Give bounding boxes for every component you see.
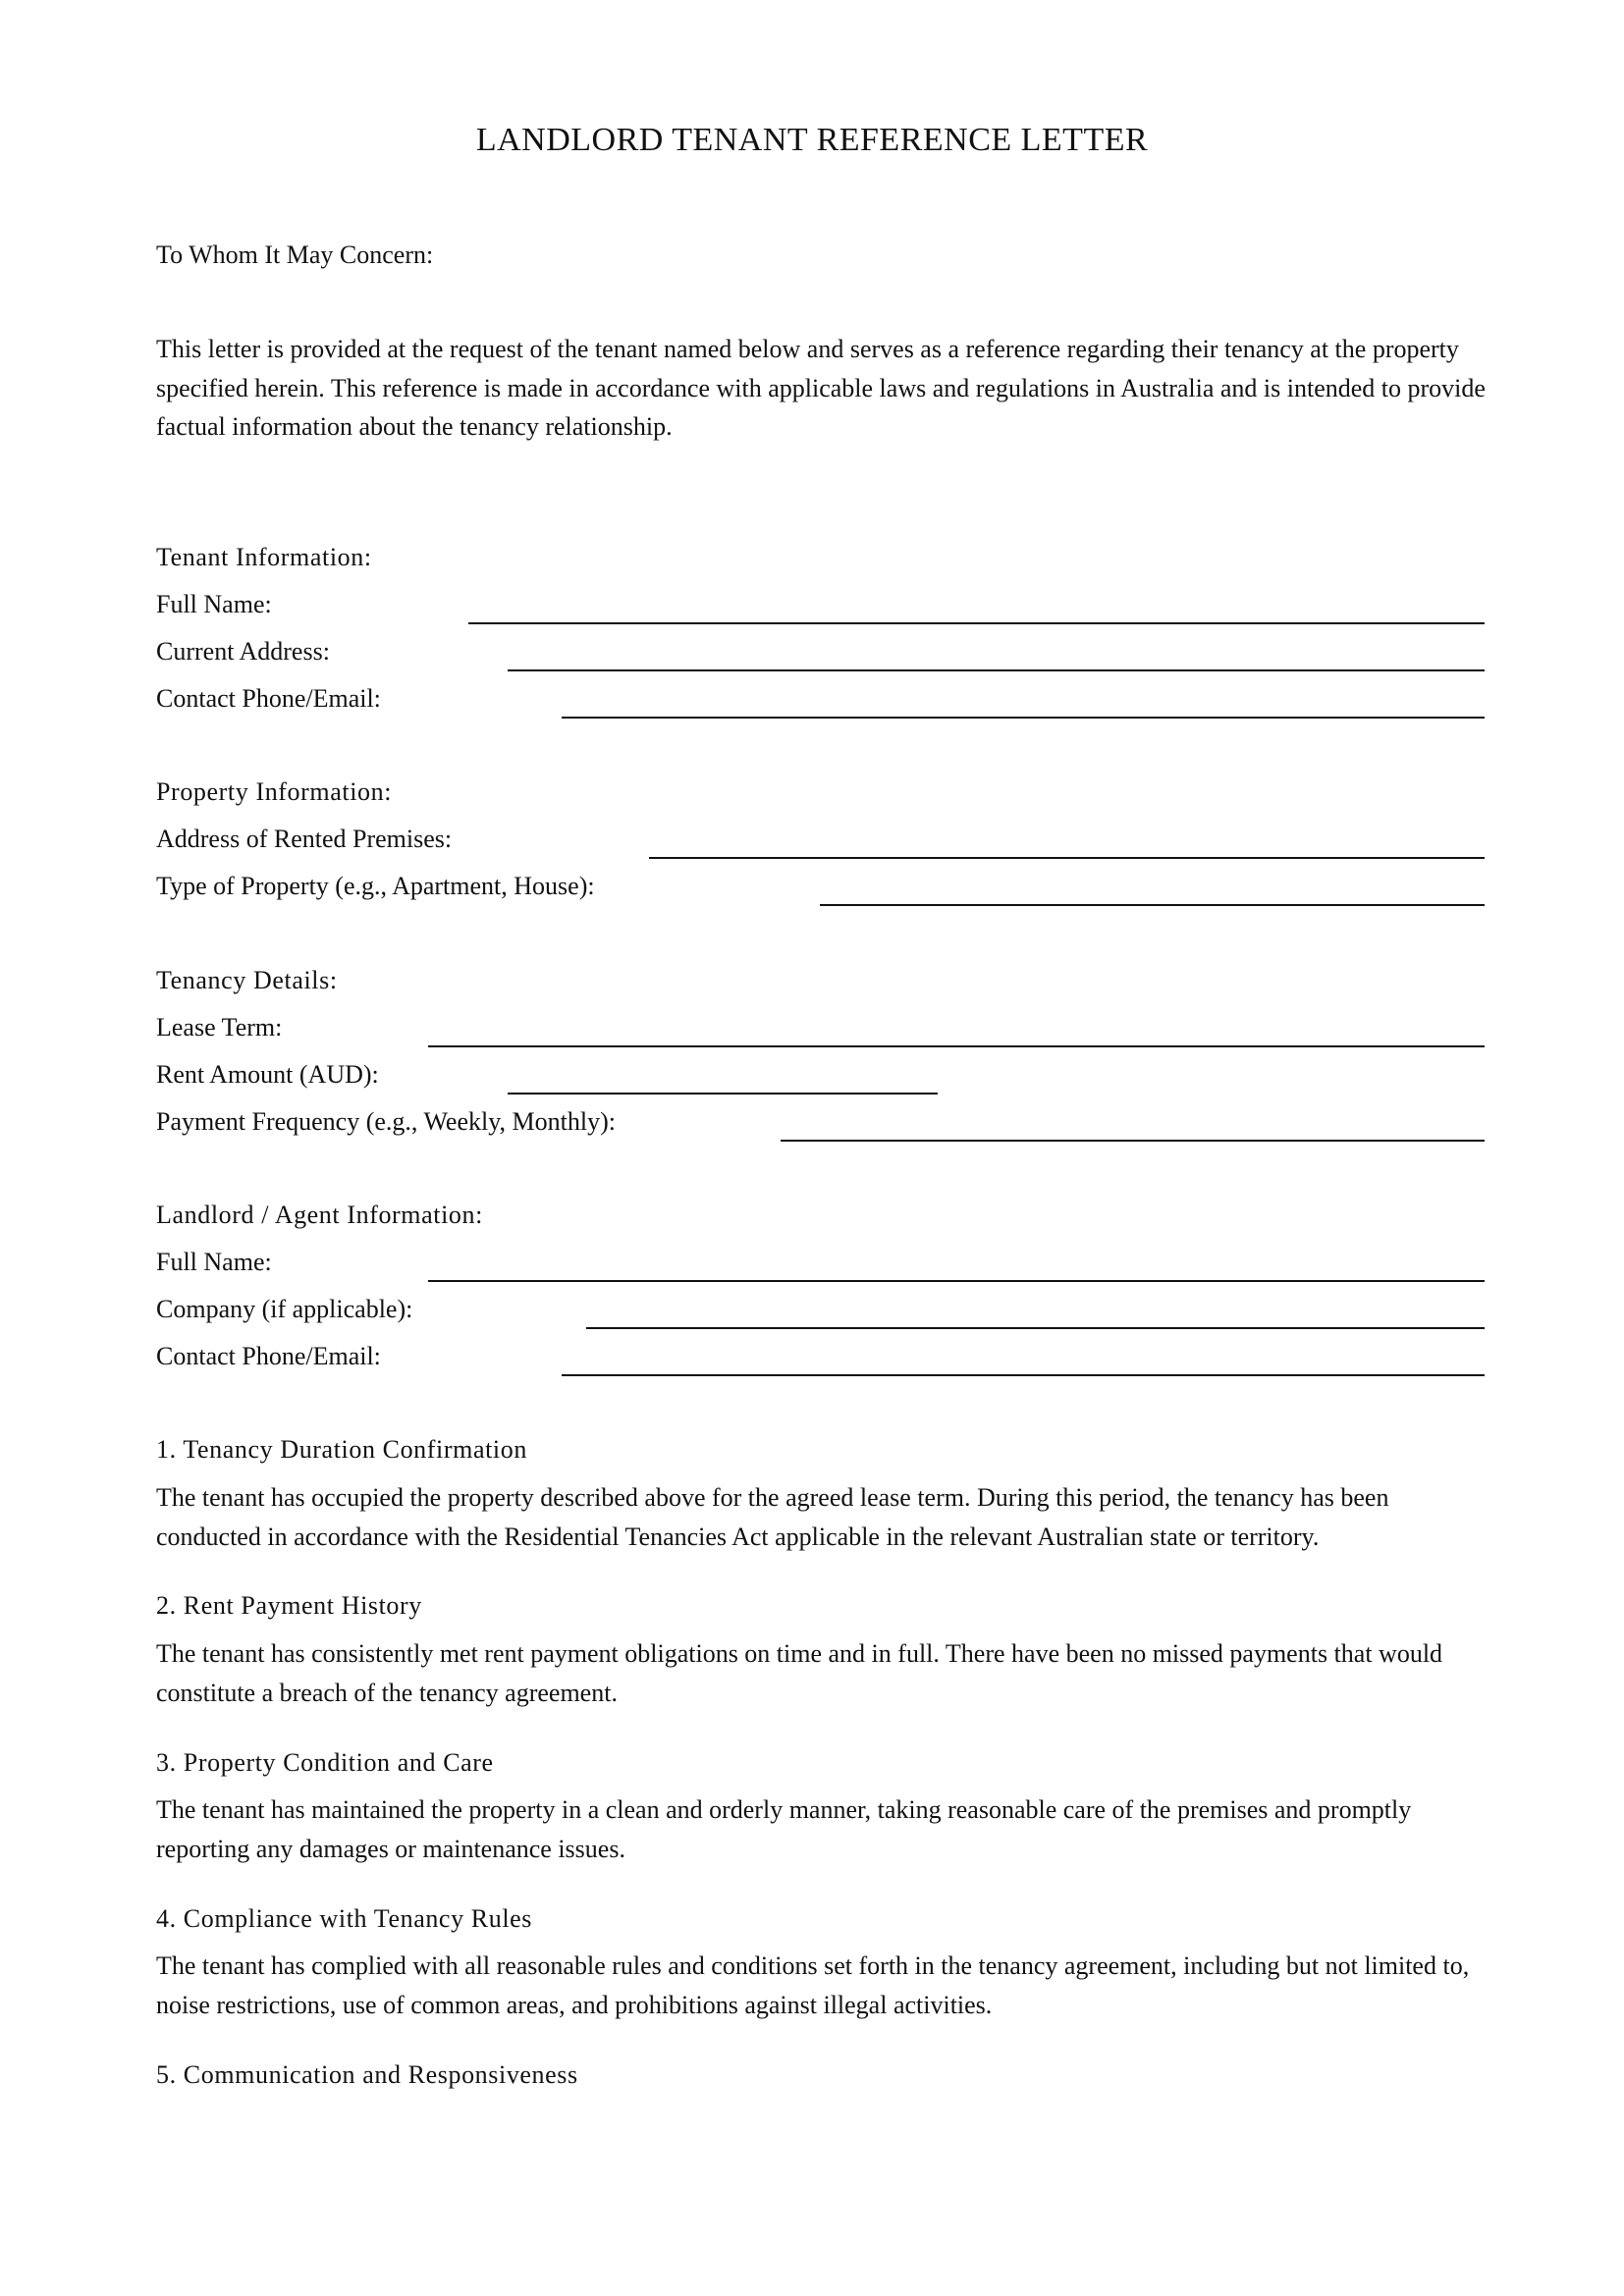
property-address-label: Address of Rented Premises: bbox=[156, 825, 453, 853]
tenant-current-address-field[interactable] bbox=[508, 669, 1485, 671]
tenant-information-heading: Tenant Information: bbox=[156, 543, 372, 571]
tenant-contact-field[interactable] bbox=[562, 717, 1485, 719]
landlord-information-heading: Landlord / Agent Information: bbox=[156, 1201, 483, 1229]
landlord-contact-field[interactable] bbox=[562, 1374, 1485, 1376]
section-3-text: The tenant has maintained the property in a clean and orderly manner, taking reasonable care of the premises and promptly reporting any damages or maintenance issues. bbox=[156, 1795, 1412, 1863]
property-information-heading: Property Information: bbox=[156, 777, 393, 806]
section-1-text: The tenant has occupied the property described above for the agreed lease term. During this period, the tenancy has been conducted in accordance with the Residential Tenancies Act applicable in the relevant Australian state or territory. bbox=[156, 1483, 1389, 1551]
tenant-full-name-label: Full Name: bbox=[156, 590, 272, 618]
landlord-company-field[interactable] bbox=[586, 1327, 1485, 1329]
tenant-current-address-label: Current Address: bbox=[156, 637, 330, 666]
section-3-heading: 3. Property Condition and Care bbox=[156, 1748, 494, 1777]
document-title: LANDLORD TENANT REFERENCE LETTER bbox=[475, 122, 1149, 158]
tenant-full-name-field[interactable] bbox=[468, 622, 1485, 624]
intro-paragraph: This letter is provided at the request of the tenant named below and serves as a reference regarding their tenancy at the property specified herein. This reference is made in accordance with applicable laws and regulations in Australia and is intended to provide factual information about the tenancy relationship. bbox=[156, 335, 1486, 441]
tenant-contact-label: Contact Phone/Email: bbox=[156, 684, 381, 713]
landlord-full-name-field[interactable] bbox=[428, 1280, 1485, 1282]
section-1-heading: 1. Tenancy Duration Confirmation bbox=[156, 1435, 527, 1464]
payment-frequency-field[interactable] bbox=[781, 1140, 1485, 1142]
tenancy-details-heading: Tenancy Details: bbox=[156, 966, 338, 994]
landlord-company-label: Company (if applicable): bbox=[156, 1295, 413, 1323]
property-address-field[interactable] bbox=[649, 857, 1485, 859]
landlord-contact-label: Contact Phone/Email: bbox=[156, 1342, 381, 1370]
section-4-heading: 4. Compliance with Tenancy Rules bbox=[156, 1904, 532, 1933]
lease-term-field[interactable] bbox=[428, 1045, 1485, 1047]
section-4-text: The tenant has complied with all reasonable rules and conditions set forth in the tenancy agreement, including but not limited to, noise restrictions, use of common areas, and prohibitions against illegal activities. bbox=[156, 1951, 1470, 2019]
payment-frequency-label: Payment Frequency (e.g., Weekly, Monthly): bbox=[156, 1107, 616, 1136]
lease-term-label: Lease Term: bbox=[156, 1013, 283, 1041]
section-5-heading: 5. Communication and Responsiveness bbox=[156, 2060, 578, 2089]
property-type-field[interactable] bbox=[820, 904, 1485, 906]
property-type-label: Type of Property (e.g., Apartment, House): bbox=[156, 872, 595, 900]
greeting: To Whom It May Concern: bbox=[156, 240, 434, 269]
rent-amount-field[interactable] bbox=[508, 1093, 938, 1095]
rent-amount-label: Rent Amount (AUD): bbox=[156, 1060, 379, 1089]
landlord-full-name-label: Full Name: bbox=[156, 1248, 272, 1276]
section-2-text: The tenant has consistently met rent payment obligations on time and in full. There have been no missed payments that would constitute a breach of the tenancy agreement. bbox=[156, 1639, 1443, 1707]
section-2-heading: 2. Rent Payment History bbox=[156, 1591, 422, 1620]
